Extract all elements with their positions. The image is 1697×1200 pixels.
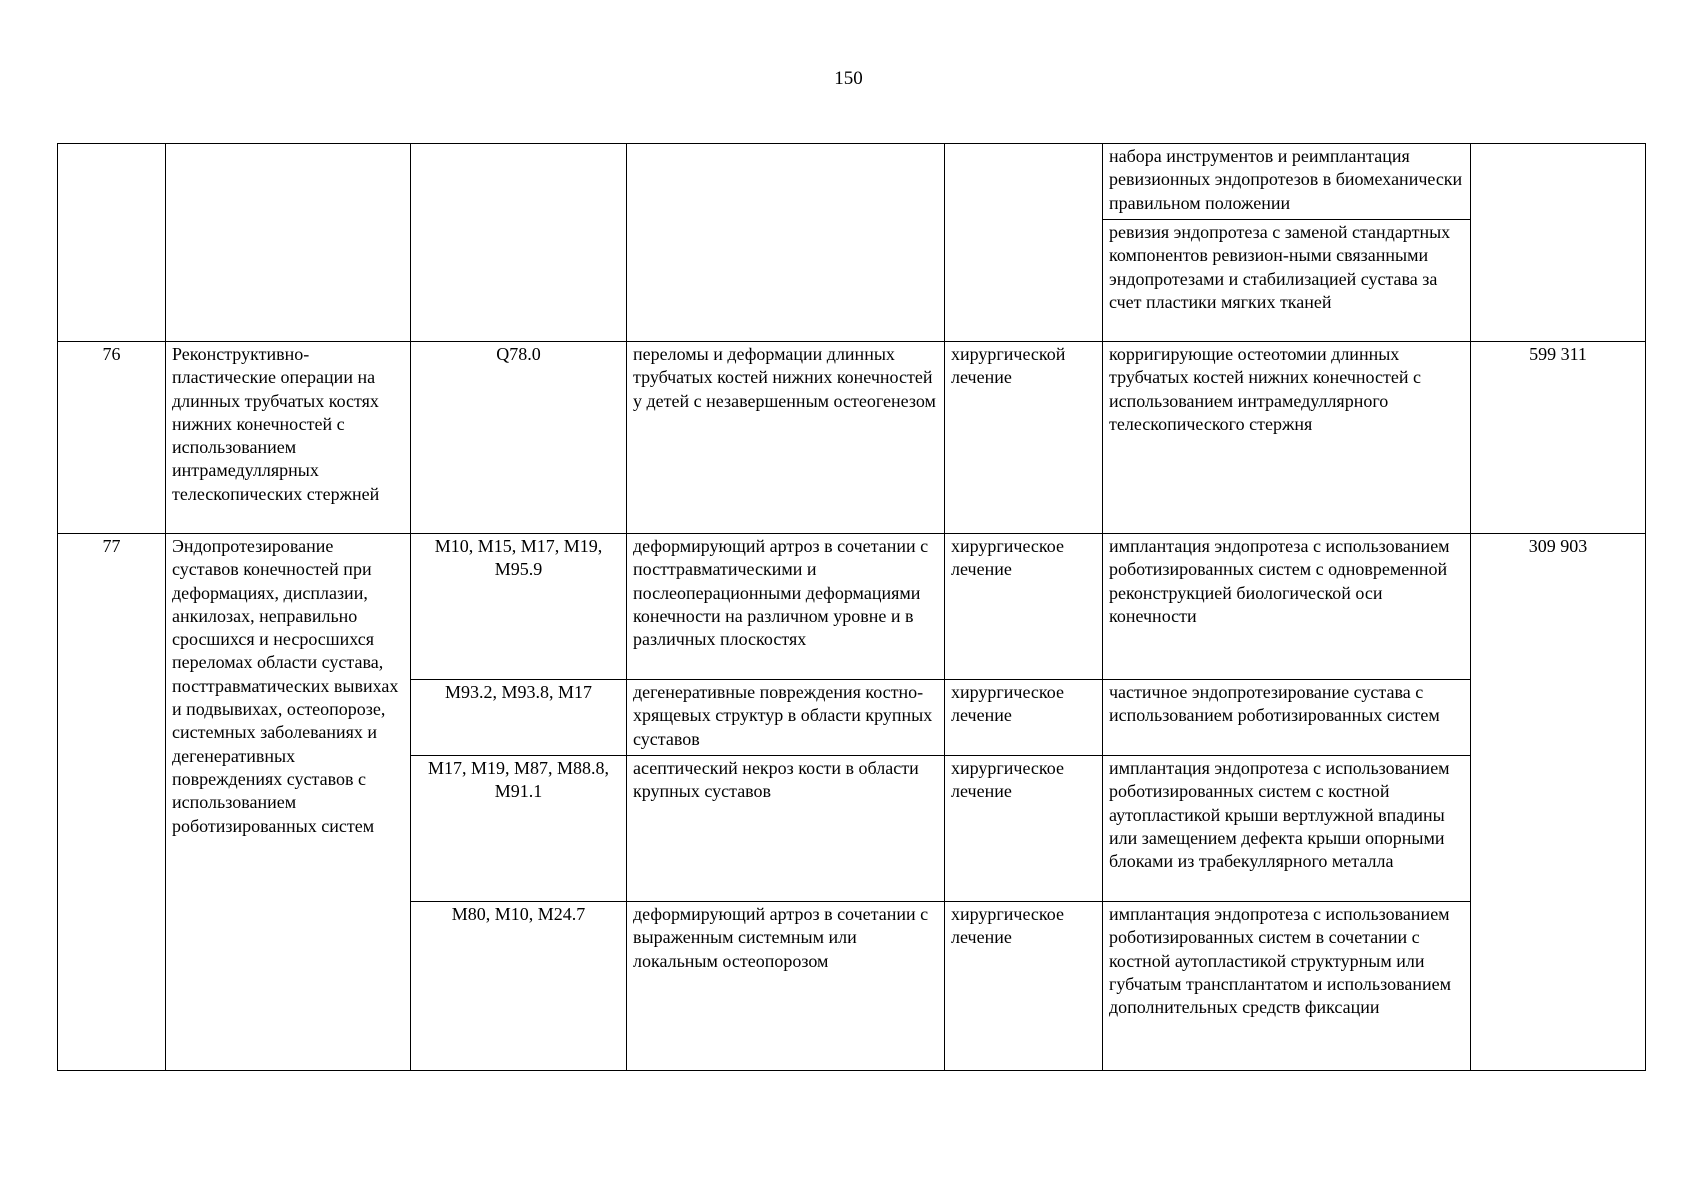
page-number: 150 xyxy=(834,68,863,89)
model-cell: асептический некроз кости в области крупных суставов xyxy=(627,756,945,902)
code-cell: M80, M10, M24.7 xyxy=(411,902,627,1071)
cost-cell: 599 311 xyxy=(1471,342,1646,534)
code-cell: M10, M15, M17, M19, M95.9 xyxy=(411,534,627,680)
num-cell xyxy=(58,144,166,342)
name-cell: Реконструктивно-пластические операции на длинных трубчатых костях нижних конечностей с использованием интрамедуллярных телескопических стержней xyxy=(166,342,411,534)
method-cell: имплантация эндопротеза с использованием роботизированных систем с одновременной реконструкцией биологической оси конечности xyxy=(1103,534,1471,680)
code-cell xyxy=(411,144,627,342)
method-cell: корригирующие остеотомии длинных трубчатых костей нижних конечностей с использованием интрамедуллярного телескопического стержня xyxy=(1103,342,1471,534)
code-cell: Q78.0 xyxy=(411,342,627,534)
model-cell: деформирующий артроз в сочетании с выраженным системным или локальным остеопорозом xyxy=(627,902,945,1071)
model-cell xyxy=(627,144,945,342)
method-cell: ревизия эндопротеза с заменой стандартных компонентов ревизион-ными связанными эндопротезами и стабилизацией сустава за счет пластики мягких тканей xyxy=(1103,220,1471,342)
cost-cell: 309 903 xyxy=(1471,534,1646,1071)
model-cell: дегенеративные повреждения костно-хрящевых структур в области крупных суставов xyxy=(627,680,945,756)
treatment-cell: хирургической лечение xyxy=(945,342,1103,534)
treatment-cell: хирургическое лечение xyxy=(945,680,1103,756)
num-cell: 77 xyxy=(58,534,166,1071)
method-cell: имплантация эндопротеза с использованием роботизированных систем в сочетании с костной аутопластикой структурным или губчатым трансплантатом и использованием дополнительных средств фиксации xyxy=(1103,902,1471,1071)
method-cell: частичное эндопротезирование сустава с использованием роботизированных систем xyxy=(1103,680,1471,756)
method-cell: имплантация эндопротеза с использованием роботизированных систем с костной аутопластикой крыши вертлужной впадины или замещением дефекта крыши опорными блоками из трабекуллярного металла xyxy=(1103,756,1471,902)
name-cell: Эндопротезирование суставов конечностей при деформациях, дисплазии, анкилозах, неправильно сросшихся и несросшихся переломах области сустава, посттравматических вывихах и подвывихах, остеопорозе, системных заболеваниях и дегенеративных повреждениях суставов с использованием роботизированных систем xyxy=(166,534,411,1071)
cost-cell xyxy=(1471,144,1646,342)
model-cell: деформирующий артроз в сочетании с посттравматическими и послеоперационными деформациями конечности на различном уровне и в различных плоскостях xyxy=(627,534,945,680)
num-cell: 76 xyxy=(58,342,166,534)
name-cell xyxy=(166,144,411,342)
table-row xyxy=(58,534,1646,680)
treatment-cell: хирургическое лечение xyxy=(945,902,1103,1071)
model-cell: переломы и деформации длинных трубчатых костей нижних конечностей у детей с незавершенным остеогенезом xyxy=(627,342,945,534)
code-cell: M93.2, M93.8, M17 xyxy=(411,680,627,756)
table-row xyxy=(58,342,1646,534)
method-cell: набора инструментов и реимплантация ревизионных эндопротезов в биомеханически правильном положении xyxy=(1103,144,1471,220)
care-methods-table xyxy=(57,143,1646,1071)
code-cell: M17, M19, M87, M88.8, M91.1 xyxy=(411,756,627,902)
treatment-cell: хирургическое лечение xyxy=(945,756,1103,902)
treatment-cell: хирургическое лечение xyxy=(945,534,1103,680)
treatment-cell xyxy=(945,144,1103,342)
table-row xyxy=(58,144,1646,220)
